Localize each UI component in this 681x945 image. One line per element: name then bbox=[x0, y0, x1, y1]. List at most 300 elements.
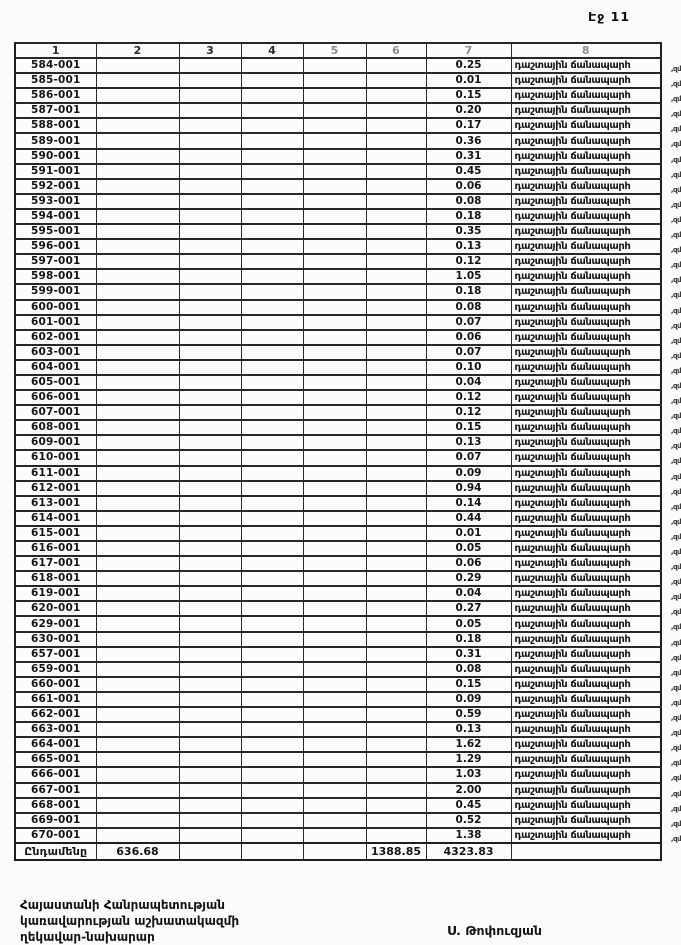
empty-cell bbox=[303, 330, 366, 345]
empty-cell bbox=[96, 752, 179, 767]
land-use-text: դաշտային ճանապարհ bbox=[514, 256, 631, 268]
table-row bbox=[15, 632, 661, 647]
empty-cell bbox=[241, 315, 303, 330]
row-suffix-note: ,զմ bbox=[670, 804, 681, 813]
empty-cell bbox=[179, 601, 241, 616]
area-value-cell: 0.15 bbox=[426, 88, 511, 103]
empty-cell bbox=[366, 345, 426, 360]
table-row bbox=[15, 571, 661, 586]
empty-cell bbox=[366, 149, 426, 164]
land-use-cell bbox=[511, 692, 681, 707]
row-suffix-note: ,զմ bbox=[670, 668, 681, 677]
land-use-cell bbox=[511, 586, 681, 602]
land-use-text: դաշտային ճանապարհ bbox=[514, 241, 631, 253]
land-use-text: դաշտային ճանապարհ bbox=[514, 739, 631, 751]
table-row bbox=[15, 88, 661, 103]
empty-cell bbox=[241, 722, 303, 737]
empty-cell bbox=[303, 556, 366, 571]
empty-cell bbox=[366, 284, 426, 299]
area-value-cell: 1.62 bbox=[426, 737, 511, 752]
row-suffix-note: ,զմ bbox=[670, 698, 681, 707]
row-suffix-note: ,զմ bbox=[670, 125, 681, 134]
land-use-text: դաշտային ճանապարհ bbox=[514, 588, 631, 600]
empty-cell bbox=[241, 435, 303, 450]
row-suffix-note: ,զմ bbox=[670, 321, 681, 330]
empty-cell bbox=[241, 284, 303, 299]
area-value-cell: 0.05 bbox=[426, 541, 511, 556]
land-use-text: դաշտային ճանապարհ bbox=[514, 120, 631, 132]
land-use-text: դաշտային ճանապարհ bbox=[514, 467, 631, 479]
issuer-line-1: Հայաստանի Հանրապետության bbox=[20, 898, 225, 912]
area-value-cell: 0.94 bbox=[426, 481, 511, 496]
land-use-cell bbox=[511, 239, 681, 255]
area-value-cell: 0.29 bbox=[426, 571, 511, 586]
empty-cell bbox=[96, 798, 179, 813]
area-value-cell: 1.05 bbox=[426, 269, 511, 284]
parcel-code-cell: 600-001 bbox=[15, 300, 96, 315]
empty-cell bbox=[303, 194, 366, 209]
empty-cell bbox=[179, 662, 241, 677]
parcel-code-cell: 591-001 bbox=[15, 164, 96, 179]
empty-cell bbox=[366, 375, 426, 390]
empty-cell bbox=[241, 149, 303, 164]
empty-cell bbox=[303, 843, 366, 860]
issuer-line-3: ղեկավար-նախարար bbox=[20, 930, 155, 944]
empty-cell bbox=[303, 420, 366, 435]
land-use-cell bbox=[511, 420, 681, 436]
parcel-code-cell: 629-001 bbox=[15, 616, 96, 631]
empty-cell bbox=[179, 511, 241, 526]
empty-cell bbox=[96, 194, 179, 209]
empty-cell bbox=[96, 828, 179, 843]
row-suffix-note: ,զմ bbox=[670, 578, 681, 587]
empty-cell bbox=[303, 118, 366, 133]
land-use-text: դաշտային ճանապարհ bbox=[514, 558, 631, 570]
parcel-code-cell: 599-001 bbox=[15, 284, 96, 299]
totals-col7-cell: 4323.83 bbox=[426, 843, 511, 860]
empty-cell bbox=[96, 450, 179, 465]
land-use-cell bbox=[511, 224, 681, 240]
empty-cell bbox=[96, 179, 179, 194]
land-use-cell bbox=[511, 632, 681, 647]
land-use-text: դաշտային ճանապարհ bbox=[514, 392, 631, 404]
land-use-text: դաշտային ճանապարհ bbox=[514, 407, 631, 419]
empty-cell bbox=[179, 466, 241, 481]
empty-cell bbox=[241, 571, 303, 586]
parcel-code-cell: 597-001 bbox=[15, 254, 96, 269]
empty-cell bbox=[179, 164, 241, 179]
empty-cell bbox=[96, 224, 179, 239]
area-value-cell: 0.09 bbox=[426, 466, 511, 481]
empty-cell bbox=[303, 632, 366, 647]
empty-cell bbox=[303, 737, 366, 752]
row-suffix-note: ,զմ bbox=[670, 215, 681, 224]
land-use-cell bbox=[511, 254, 681, 270]
land-use-cell bbox=[511, 481, 681, 496]
empty-cell bbox=[179, 556, 241, 571]
area-value-cell: 0.07 bbox=[426, 315, 511, 330]
area-value-cell: 0.08 bbox=[426, 300, 511, 315]
empty-cell bbox=[96, 722, 179, 737]
empty-cell bbox=[366, 450, 426, 465]
empty-cell bbox=[96, 164, 179, 179]
empty-cell bbox=[241, 269, 303, 284]
empty-cell bbox=[366, 360, 426, 375]
signatory-name: Ս. Թոփուզյան bbox=[447, 923, 542, 938]
empty-cell bbox=[179, 783, 241, 798]
empty-cell bbox=[241, 88, 303, 103]
empty-cell bbox=[241, 707, 303, 722]
row-suffix-note: ,զմ bbox=[670, 789, 681, 798]
parcel-code-cell: 587-001 bbox=[15, 103, 96, 118]
land-use-cell bbox=[511, 179, 681, 194]
parcel-code-cell: 606-001 bbox=[15, 390, 96, 405]
empty-cell bbox=[179, 435, 241, 450]
empty-cell bbox=[179, 224, 241, 239]
row-suffix-note: ,զմ bbox=[670, 729, 681, 738]
empty-cell bbox=[241, 496, 303, 511]
empty-cell bbox=[366, 783, 426, 798]
land-use-text: դաշտային ճանապարհ bbox=[514, 754, 631, 766]
land-use-text: դաշտային ճանապարհ bbox=[514, 527, 631, 539]
empty-cell bbox=[303, 315, 366, 330]
empty-cell bbox=[366, 466, 426, 481]
empty-cell bbox=[179, 737, 241, 752]
empty-cell bbox=[241, 209, 303, 224]
land-use-cell bbox=[511, 118, 681, 134]
empty-cell bbox=[366, 73, 426, 88]
row-suffix-note: ,զմ bbox=[670, 276, 681, 285]
table-row bbox=[15, 511, 661, 526]
row-suffix-note: ,զմ bbox=[670, 457, 681, 466]
empty-cell bbox=[366, 752, 426, 767]
empty-cell bbox=[303, 133, 366, 148]
land-use-text: դաշտային ճանապարհ bbox=[514, 422, 631, 434]
empty-cell bbox=[96, 435, 179, 450]
row-suffix-note: ,զմ bbox=[670, 246, 681, 255]
empty-cell bbox=[179, 194, 241, 209]
land-use-text: դաշտային ճանապարհ bbox=[514, 60, 631, 72]
area-value-cell: 2.00 bbox=[426, 783, 511, 798]
totals-col2-cell: 636.68 bbox=[96, 843, 179, 860]
row-suffix-note: ,զմ bbox=[670, 351, 681, 360]
empty-cell bbox=[179, 239, 241, 254]
row-suffix-note: ,զմ bbox=[670, 744, 681, 753]
row-suffix-note: ,զմ bbox=[670, 306, 681, 315]
column-header-1: 1 bbox=[15, 43, 96, 58]
page-number: Էջ 11 bbox=[588, 9, 631, 24]
table-row bbox=[15, 194, 661, 209]
land-use-text: դաշտային ճանապարհ bbox=[514, 226, 631, 238]
area-value-cell: 0.52 bbox=[426, 813, 511, 828]
land-use-text: դաշտային ճանապարհ bbox=[514, 648, 631, 660]
land-use-cell bbox=[511, 209, 681, 224]
land-use-cell bbox=[511, 677, 681, 692]
table-row bbox=[15, 420, 661, 435]
empty-cell bbox=[366, 677, 426, 692]
parcel-code-cell: 659-001 bbox=[15, 662, 96, 677]
table-row bbox=[15, 828, 661, 843]
empty-cell bbox=[179, 616, 241, 631]
table-row bbox=[15, 526, 661, 541]
empty-cell bbox=[366, 541, 426, 556]
empty-cell bbox=[366, 330, 426, 345]
empty-cell bbox=[241, 194, 303, 209]
table-row bbox=[15, 466, 661, 481]
parcel-code-cell: 660-001 bbox=[15, 677, 96, 692]
land-use-text: դաշտային ճանապարհ bbox=[514, 452, 631, 464]
land-use-cell bbox=[511, 300, 681, 315]
empty-cell bbox=[241, 405, 303, 420]
land-use-text: դաշտային ճանապարհ bbox=[514, 90, 631, 102]
empty-cell bbox=[303, 662, 366, 677]
land-use-text: դաշտային ճանապարհ bbox=[514, 603, 631, 615]
land-use-text: դաշտային ճանապարհ bbox=[514, 497, 631, 509]
land-use-text: դաշտային ճանապարհ bbox=[514, 543, 631, 555]
area-value-cell: 0.08 bbox=[426, 662, 511, 677]
row-suffix-note: ,զմ bbox=[670, 412, 681, 421]
column-header-3: 3 bbox=[179, 43, 241, 58]
row-suffix-note: ,զմ bbox=[670, 502, 681, 511]
empty-cell bbox=[366, 224, 426, 239]
empty-cell bbox=[303, 586, 366, 601]
parcel-code-cell: 590-001 bbox=[15, 149, 96, 164]
empty-cell bbox=[96, 315, 179, 330]
table-row bbox=[15, 209, 661, 224]
area-value-cell: 0.10 bbox=[426, 360, 511, 375]
land-use-text: դաշտային ճանապարհ bbox=[514, 784, 631, 796]
empty-cell bbox=[96, 662, 179, 677]
empty-cell bbox=[96, 73, 179, 88]
empty-cell bbox=[179, 843, 241, 860]
empty-cell bbox=[241, 828, 303, 843]
parcel-code-cell: 669-001 bbox=[15, 813, 96, 828]
empty-cell bbox=[96, 783, 179, 798]
empty-cell bbox=[96, 692, 179, 707]
empty-cell bbox=[179, 149, 241, 164]
empty-cell bbox=[179, 345, 241, 360]
issuer-line-2: կառավարության աշխատակազմի bbox=[20, 914, 240, 928]
table-row bbox=[15, 435, 661, 450]
parcel-code-cell: 618-001 bbox=[15, 571, 96, 586]
totals-col6-cell: 1388.85 bbox=[366, 843, 426, 860]
land-use-text: դաշտային ճանապարհ bbox=[514, 724, 631, 736]
land-use-text: դաշտային ճանապարհ bbox=[514, 512, 631, 524]
row-suffix-note: ,զմ bbox=[670, 200, 681, 209]
empty-cell bbox=[241, 556, 303, 571]
empty-cell bbox=[366, 390, 426, 405]
table-row bbox=[15, 767, 661, 782]
parcel-code-cell: 661-001 bbox=[15, 692, 96, 707]
empty-cell bbox=[241, 345, 303, 360]
empty-cell bbox=[303, 164, 366, 179]
empty-cell bbox=[96, 511, 179, 526]
empty-cell bbox=[96, 677, 179, 692]
parcel-code-cell: 615-001 bbox=[15, 526, 96, 541]
row-suffix-note: ,զմ bbox=[670, 366, 681, 375]
parcel-code-cell: 609-001 bbox=[15, 435, 96, 450]
empty-cell bbox=[303, 284, 366, 299]
row-suffix-note: ,զմ bbox=[670, 110, 681, 119]
area-value-cell: 0.20 bbox=[426, 103, 511, 118]
land-use-text: դաշտային ճանապարհ bbox=[514, 150, 631, 162]
land-use-text: դաշտային ճանապարհ bbox=[514, 663, 631, 675]
empty-cell bbox=[366, 118, 426, 133]
land-use-text: դաշտային ճանապարհ bbox=[514, 437, 631, 449]
empty-cell bbox=[241, 616, 303, 631]
land-use-text: դաշտային ճանապարհ bbox=[514, 377, 631, 389]
land-use-text: դաշտային ճանապարհ bbox=[514, 75, 631, 87]
empty-cell bbox=[179, 496, 241, 511]
empty-cell bbox=[96, 254, 179, 269]
parcel-code-cell: 619-001 bbox=[15, 586, 96, 601]
empty-cell bbox=[366, 88, 426, 103]
table-row bbox=[15, 300, 661, 315]
empty-cell bbox=[241, 300, 303, 315]
empty-cell bbox=[179, 692, 241, 707]
area-value-cell: 0.14 bbox=[426, 496, 511, 511]
table-row bbox=[15, 586, 661, 601]
area-value-cell: 0.01 bbox=[426, 526, 511, 541]
empty-cell bbox=[303, 103, 366, 118]
parcel-code-cell: 596-001 bbox=[15, 239, 96, 254]
empty-cell bbox=[366, 556, 426, 571]
empty-cell bbox=[303, 783, 366, 798]
parcel-code-cell: 668-001 bbox=[15, 798, 96, 813]
table-row bbox=[15, 662, 661, 677]
empty-cell bbox=[303, 616, 366, 631]
table-row bbox=[15, 677, 661, 692]
area-value-cell: 0.01 bbox=[426, 73, 511, 88]
land-use-cell bbox=[511, 767, 681, 783]
empty-cell bbox=[303, 828, 366, 843]
empty-cell bbox=[303, 466, 366, 481]
table-row bbox=[15, 149, 661, 164]
land-use-cell bbox=[511, 647, 681, 662]
row-suffix-note: ,զմ bbox=[670, 381, 681, 390]
empty-cell bbox=[366, 194, 426, 209]
empty-cell bbox=[303, 209, 366, 224]
column-header-4: 4 bbox=[241, 43, 303, 58]
area-value-cell: 0.18 bbox=[426, 284, 511, 299]
area-value-cell: 1.29 bbox=[426, 752, 511, 767]
area-value-cell: 0.08 bbox=[426, 194, 511, 209]
empty-cell bbox=[96, 330, 179, 345]
empty-cell bbox=[366, 632, 426, 647]
empty-cell bbox=[366, 737, 426, 752]
empty-cell bbox=[179, 405, 241, 420]
area-value-cell: 0.04 bbox=[426, 375, 511, 390]
parcel-code-cell: 665-001 bbox=[15, 752, 96, 767]
parcel-code-cell: 598-001 bbox=[15, 269, 96, 284]
table-row bbox=[15, 813, 661, 828]
land-use-cell bbox=[511, 360, 681, 375]
area-value-cell: 0.45 bbox=[426, 164, 511, 179]
empty-cell bbox=[179, 179, 241, 194]
land-use-cell bbox=[511, 737, 681, 753]
row-suffix-note: ,զմ bbox=[670, 517, 681, 526]
empty-cell bbox=[303, 798, 366, 813]
row-suffix-note: ,զմ bbox=[670, 759, 681, 768]
row-suffix-note: ,զմ bbox=[670, 653, 681, 662]
empty-cell bbox=[179, 798, 241, 813]
empty-cell bbox=[96, 239, 179, 254]
parcel-code-cell: 588-001 bbox=[15, 118, 96, 133]
land-use-cell bbox=[511, 571, 681, 587]
row-suffix-note: ,զմ bbox=[670, 261, 681, 270]
parcel-code-cell: 613-001 bbox=[15, 496, 96, 511]
empty-cell bbox=[96, 375, 179, 390]
parcel-code-cell: 614-001 bbox=[15, 511, 96, 526]
empty-cell bbox=[366, 435, 426, 450]
row-suffix-note: ,զմ bbox=[670, 155, 681, 164]
empty-cell bbox=[366, 767, 426, 782]
empty-cell bbox=[366, 405, 426, 420]
area-value-cell: 0.04 bbox=[426, 586, 511, 601]
parcel-code-cell: 584-001 bbox=[15, 58, 96, 73]
empty-cell bbox=[303, 511, 366, 526]
table-row bbox=[15, 707, 661, 722]
land-use-cell bbox=[511, 541, 681, 556]
empty-cell bbox=[303, 450, 366, 465]
empty-cell bbox=[241, 481, 303, 496]
empty-cell bbox=[179, 375, 241, 390]
parcel-code-cell: 586-001 bbox=[15, 88, 96, 103]
parcel-code-cell: 585-001 bbox=[15, 73, 96, 88]
empty-cell bbox=[241, 118, 303, 133]
empty-cell bbox=[96, 526, 179, 541]
land-use-cell bbox=[511, 828, 681, 843]
row-suffix-note: ,զմ bbox=[670, 774, 681, 783]
empty-cell bbox=[366, 662, 426, 677]
empty-cell bbox=[179, 118, 241, 133]
empty-cell bbox=[303, 481, 366, 496]
area-value-cell: 0.07 bbox=[426, 345, 511, 360]
empty-cell bbox=[96, 571, 179, 586]
row-suffix-note: ,զմ bbox=[670, 593, 681, 602]
empty-cell bbox=[303, 571, 366, 586]
empty-cell bbox=[303, 405, 366, 420]
empty-cell bbox=[303, 526, 366, 541]
column-header-8: 8 bbox=[511, 43, 661, 58]
column-header-2: 2 bbox=[96, 43, 179, 58]
land-use-cell bbox=[511, 601, 681, 617]
table-row bbox=[15, 375, 661, 390]
empty-cell bbox=[303, 541, 366, 556]
empty-cell bbox=[241, 737, 303, 752]
empty-cell bbox=[96, 390, 179, 405]
land-use-text: դաշտային ճանապարհ bbox=[514, 105, 631, 117]
empty-cell bbox=[241, 254, 303, 269]
land-use-cell bbox=[511, 511, 681, 526]
empty-cell bbox=[303, 707, 366, 722]
parcel-code-cell: 610-001 bbox=[15, 450, 96, 465]
area-value-cell: 0.12 bbox=[426, 390, 511, 405]
empty-cell bbox=[179, 269, 241, 284]
empty-cell bbox=[179, 254, 241, 269]
empty-cell bbox=[179, 300, 241, 315]
table-row bbox=[15, 330, 661, 345]
empty-cell bbox=[241, 179, 303, 194]
land-use-text: դաշտային ճանապարհ bbox=[514, 618, 631, 630]
table-row bbox=[15, 783, 661, 798]
land-use-text: դաշտային ճանապարհ bbox=[514, 346, 631, 358]
empty-cell bbox=[303, 224, 366, 239]
land-use-cell bbox=[511, 315, 681, 330]
empty-cell bbox=[96, 58, 179, 73]
empty-cell bbox=[366, 164, 426, 179]
empty-cell bbox=[179, 586, 241, 601]
